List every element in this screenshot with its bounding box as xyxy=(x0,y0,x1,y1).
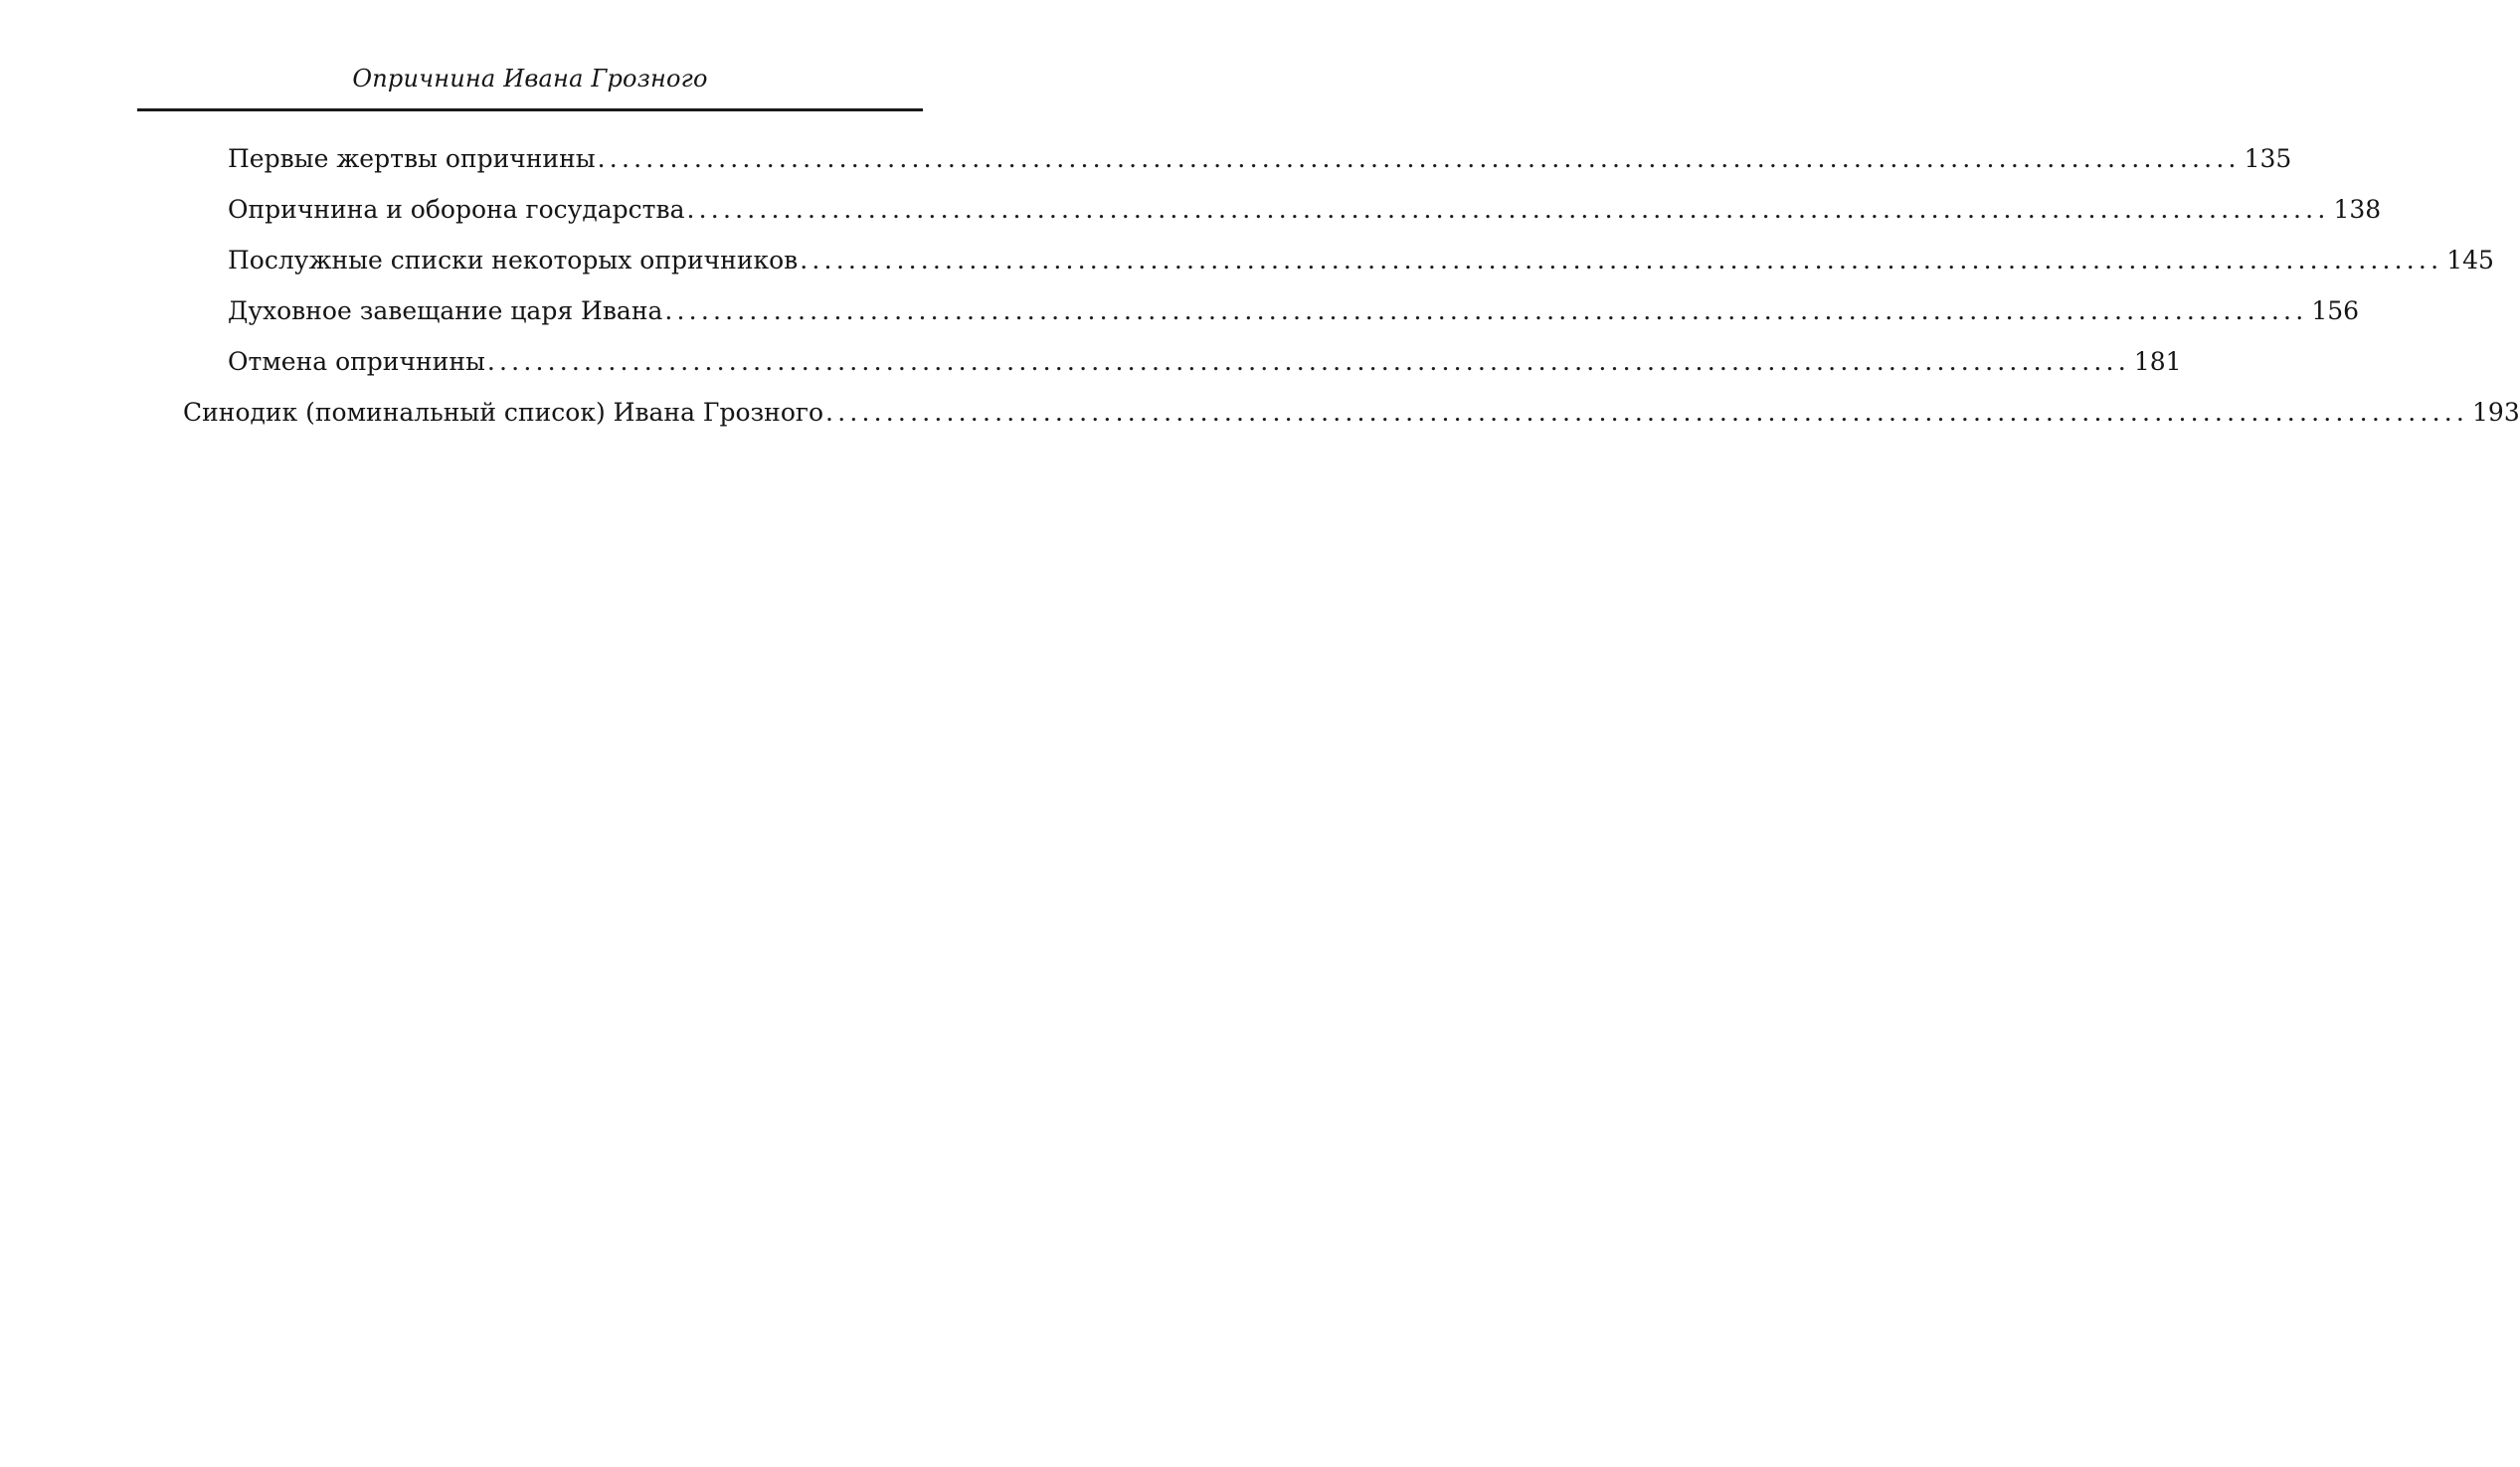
toc-dot-leader: ........................................................................................................................................ xyxy=(800,246,2443,275)
toc-dot-leader: ........................................................................................................................................ xyxy=(664,296,2308,325)
toc-page-number: 135 xyxy=(2244,144,2292,173)
toc-entry-title: Отмена опричнины xyxy=(228,347,485,376)
toc-entry[interactable] xyxy=(228,241,2494,280)
toc-entry[interactable] xyxy=(183,393,2520,433)
toc-page-number: 181 xyxy=(2133,347,2182,376)
toc-dot-leader: ........................................................................................................................................ xyxy=(486,347,2130,376)
toc-page-number: 138 xyxy=(2333,195,2382,224)
toc-entry-title: Послужные списки некоторых опричников xyxy=(228,246,799,275)
toc-entry-title: Синодик (поминальный список) Ивана Грозного xyxy=(183,398,824,427)
toc-dot-leader: ........................................................................................................................................ xyxy=(825,398,2469,427)
toc-entry-title: Первые жертвы опричнины xyxy=(228,144,596,173)
toc-entry[interactable] xyxy=(228,139,2292,179)
header-rule xyxy=(137,108,923,111)
toc-entry-title: Опричнина и оборона государства xyxy=(228,195,685,224)
toc-entry[interactable] xyxy=(228,291,2360,331)
toc-entry[interactable] xyxy=(228,190,2382,230)
toc-page-number: 193 xyxy=(2472,398,2520,427)
toc-page-number: 145 xyxy=(2446,246,2494,275)
running-head: Опричнина Ивана Грозного xyxy=(352,65,708,92)
toc-entry-title: Духовное завещание царя Ивана xyxy=(228,296,663,325)
toc-dot-leader: ........................................................................................................................................ xyxy=(686,195,2330,224)
toc-entry[interactable] xyxy=(228,342,2182,382)
toc-dot-leader: ........................................................................................................................................ xyxy=(597,144,2241,173)
toc-page-number: 156 xyxy=(2311,296,2360,325)
